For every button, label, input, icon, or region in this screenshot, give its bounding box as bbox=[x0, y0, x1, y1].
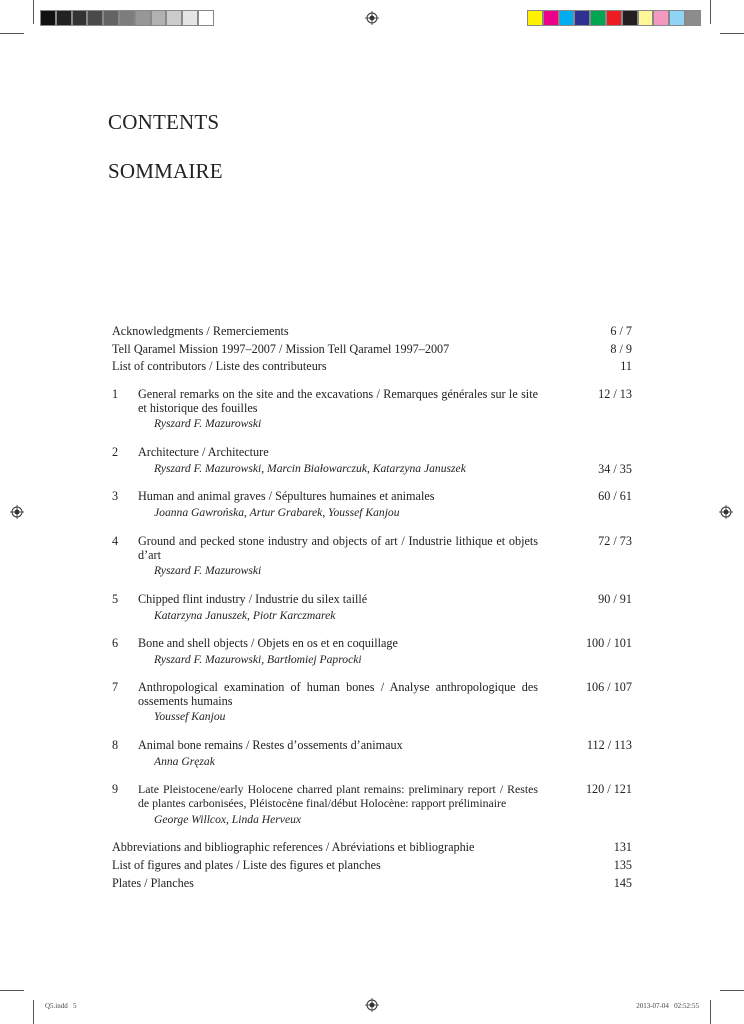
crop-mark bbox=[710, 0, 711, 24]
registration-mark-icon bbox=[365, 11, 379, 25]
toc-page-number: 100 / 101 bbox=[585, 636, 632, 650]
chapter-title: Bone and shell objects / Objets en os et en coquillage bbox=[138, 636, 398, 650]
color-swatch bbox=[198, 10, 214, 26]
registration-mark-icon bbox=[365, 998, 379, 1012]
color-swatch bbox=[119, 10, 135, 26]
color-swatch bbox=[653, 10, 669, 26]
crop-mark bbox=[33, 1000, 34, 1024]
color-swatch bbox=[606, 10, 622, 26]
toc-entry-title: List of figures and plates / Liste des figures et planches bbox=[112, 858, 381, 872]
color-swatch bbox=[527, 10, 543, 26]
heading-sommaire: SOMMAIRE bbox=[108, 159, 223, 183]
color-swatch bbox=[166, 10, 182, 26]
crop-mark bbox=[33, 0, 34, 24]
toc-page-number: 6 / 7 bbox=[610, 324, 632, 338]
toc-entry-title: Acknowledgments / Remerciements bbox=[112, 324, 289, 338]
toc-page-number: 106 / 107 bbox=[585, 680, 632, 694]
toc-page-number: 34 / 35 bbox=[598, 462, 632, 476]
toc-entry-title: Tell Qaramel Mission 1997–2007 / Mission Tell Qaramel 1997–2007 bbox=[112, 342, 450, 356]
chapter-number: 7 bbox=[112, 680, 119, 694]
chapter-authors: Joanna Gawrońska, Artur Grabarek, Youssef Kanjou bbox=[154, 506, 400, 519]
color-swatch bbox=[103, 10, 119, 26]
chapter-authors: Ryszard F. Mazurowski bbox=[154, 417, 262, 430]
toc-page-number: 145 bbox=[613, 876, 632, 890]
color-swatch bbox=[40, 10, 56, 26]
toc-page-number: 8 / 9 bbox=[610, 342, 632, 356]
chapter-title: General remarks on the site and the excavations / Remarques générales sur le site et historique des fouilles bbox=[138, 387, 538, 415]
slug-timestamp: 2013-07-04 02:52:55 bbox=[636, 1002, 699, 1010]
color-swatch bbox=[72, 10, 88, 26]
chapter-authors: Ryszard F. Mazurowski, Bartłomiej Paprocki bbox=[154, 653, 362, 666]
color-swatch bbox=[574, 10, 590, 26]
color-swatch bbox=[151, 10, 167, 26]
toc-page-number: 131 bbox=[613, 840, 632, 854]
chapter-number: 4 bbox=[112, 534, 119, 548]
chapter-authors: Ryszard F. Mazurowski, Marcin Białowarczuk, Katarzyna Januszek bbox=[154, 462, 466, 475]
toc-page-number: 60 / 61 bbox=[598, 489, 632, 503]
color-swatch bbox=[622, 10, 638, 26]
toc-entry-title: Abbreviations and bibliographic references / Abréviations et bibliographie bbox=[112, 840, 475, 854]
chapter-number: 1 bbox=[112, 387, 119, 401]
toc-page-number: 12 / 13 bbox=[598, 387, 632, 401]
color-swatch bbox=[87, 10, 103, 26]
chapter-authors: Youssef Kanjou bbox=[154, 710, 226, 723]
grayscale-color-bar bbox=[40, 10, 214, 26]
chapter-number: 6 bbox=[112, 636, 119, 650]
toc-page-number: 112 / 113 bbox=[586, 738, 632, 752]
chapter-title: Ground and pecked stone industry and objects of art / Industrie lithique et objets d’art bbox=[138, 534, 538, 562]
crop-mark bbox=[0, 33, 24, 34]
crop-mark bbox=[0, 990, 24, 991]
color-swatch bbox=[669, 10, 685, 26]
color-swatch bbox=[182, 10, 198, 26]
chapter-number: 8 bbox=[112, 738, 119, 752]
crop-mark bbox=[710, 1000, 711, 1024]
toc-entry-title: List of contributors / Liste des contributeurs bbox=[112, 359, 327, 373]
toc-page-number: 135 bbox=[613, 858, 632, 872]
toc-page-number: 11 bbox=[620, 359, 632, 373]
toc-entry-title: Plates / Planches bbox=[112, 876, 194, 890]
chapter-number: 5 bbox=[112, 592, 119, 606]
chapter-title: Animal bone remains / Restes d’ossements d’animaux bbox=[138, 738, 403, 752]
chapter-title: Anthropological examination of human bones / Analyse anthropologique des ossements humains bbox=[138, 680, 538, 708]
color-swatch bbox=[638, 10, 654, 26]
color-swatch bbox=[685, 10, 701, 26]
slug-filename: Q5.indd 5 bbox=[45, 1002, 77, 1010]
crop-mark bbox=[720, 990, 744, 991]
color-swatch bbox=[543, 10, 559, 26]
chapter-title: Chipped flint industry / Industrie du silex taillé bbox=[138, 592, 368, 606]
color-swatch bbox=[135, 10, 151, 26]
crop-mark bbox=[720, 33, 744, 34]
chapter-authors: Katarzyna Januszek, Piotr Karczmarek bbox=[154, 609, 336, 622]
toc-page-number: 120 / 121 bbox=[585, 782, 632, 796]
registration-mark-icon bbox=[10, 505, 24, 519]
chapter-authors: Anna Gręzak bbox=[154, 755, 215, 768]
chapter-title: Architecture / Architecture bbox=[138, 445, 269, 459]
heading-contents: CONTENTS bbox=[108, 110, 220, 134]
color-swatch bbox=[56, 10, 72, 26]
chapter-authors: Ryszard F. Mazurowski bbox=[154, 564, 262, 577]
chapter-authors: George Willcox, Linda Herveux bbox=[154, 813, 302, 826]
color-swatch bbox=[559, 10, 575, 26]
chapter-title: Human and animal graves / Sépultures humaines et animales bbox=[138, 489, 435, 503]
chapter-title: Late Pleistocene/early Holocene charred plant remains: preliminary report / Restes de plantes carbonisées, Pléistocène final/début Holocène: rapport préliminaire bbox=[138, 782, 538, 810]
toc-page-number: 72 / 73 bbox=[598, 534, 632, 548]
color-swatch bbox=[590, 10, 606, 26]
process-color-bar bbox=[527, 10, 701, 26]
chapter-number: 9 bbox=[112, 782, 119, 796]
registration-mark-icon bbox=[719, 505, 733, 519]
chapter-number: 2 bbox=[112, 445, 119, 459]
toc-page-number: 90 / 91 bbox=[598, 592, 632, 606]
chapter-number: 3 bbox=[112, 489, 119, 503]
